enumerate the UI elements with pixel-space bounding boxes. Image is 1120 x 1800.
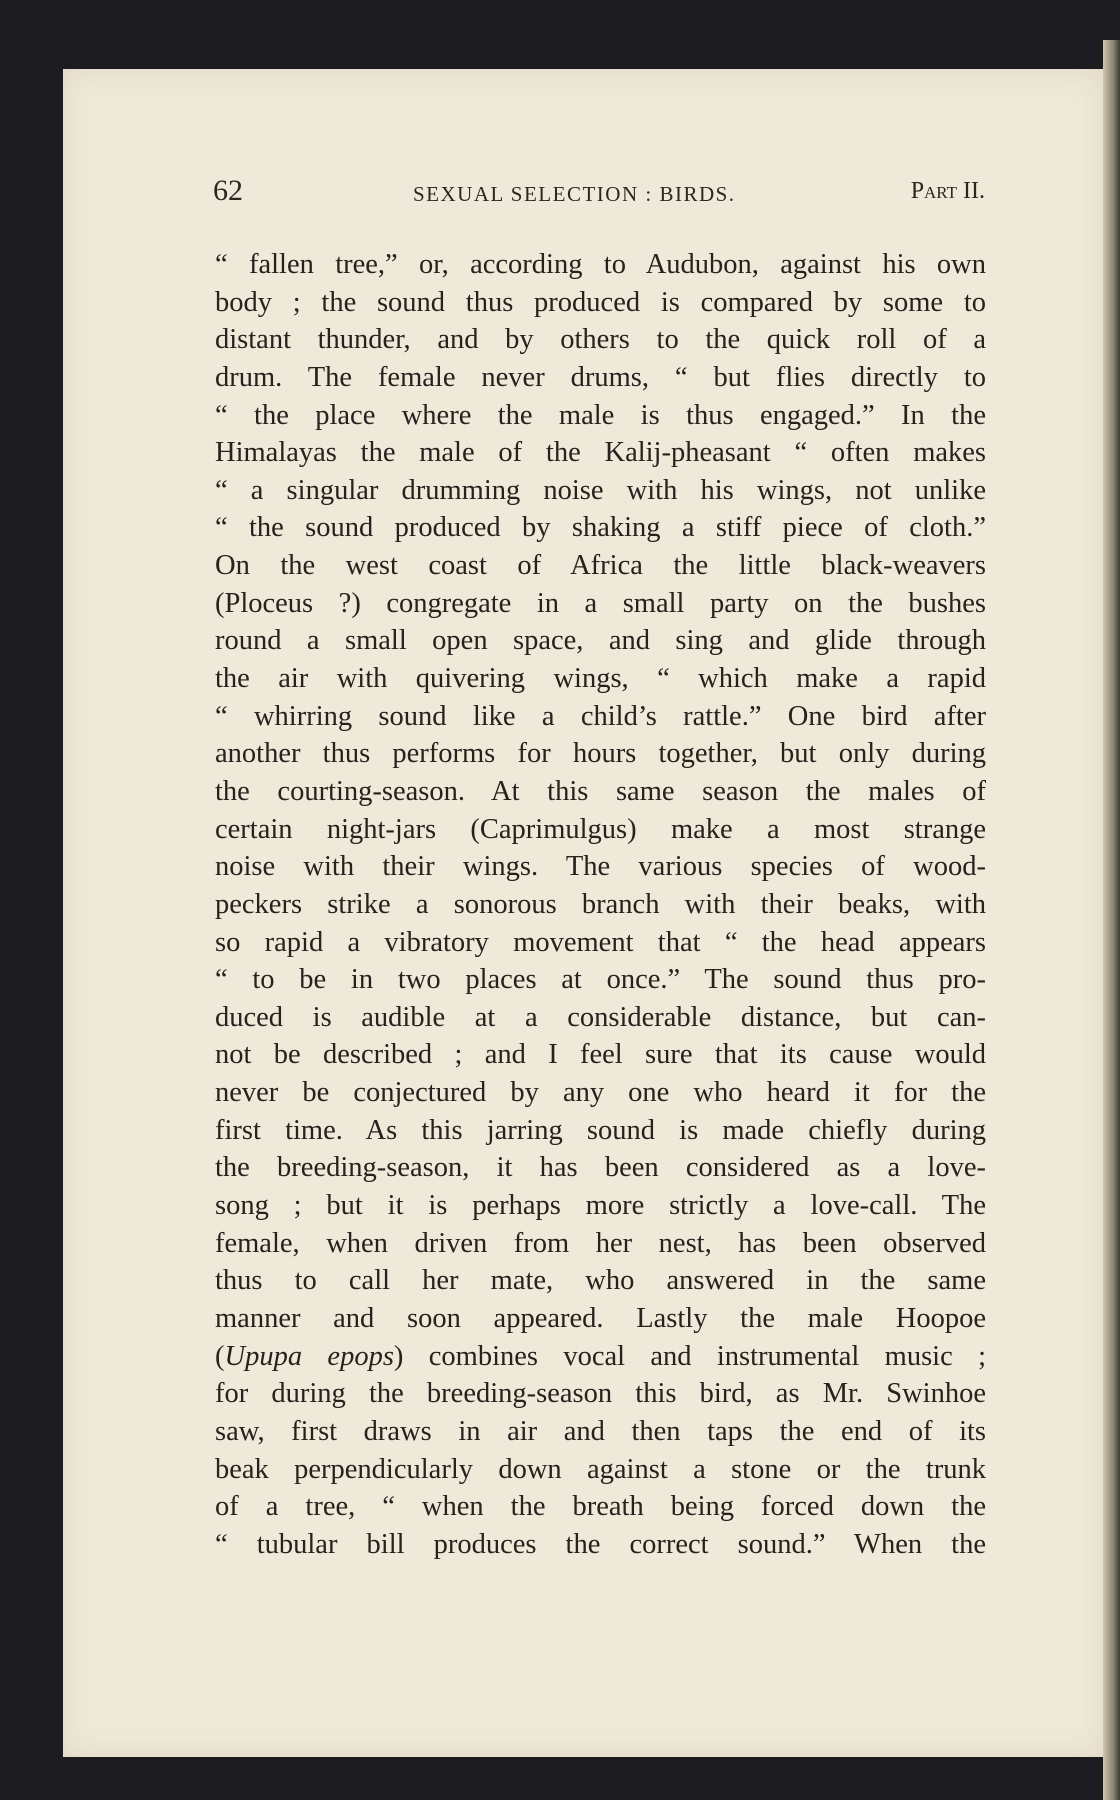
text-line-content: “ whirring sound like a child’s rattle.” One bird after [215,700,986,732]
text-line-content: of a tree, “ when the breath being forced down the [215,1491,986,1523]
text-line-content [215,1338,986,1376]
text-line [215,660,986,698]
text-line [215,321,986,359]
text-line [215,1300,986,1338]
text-line [215,547,986,585]
text-line-content: so rapid a vibratory movement that “ the head appears [215,926,986,958]
text-line [215,1074,986,1112]
text-line-content: (Ploceus ?) congregate in a small party on the bushes [215,587,986,619]
text-line [215,848,986,886]
text-line-content: “ tubular bill produces the correct sound.” When the [215,1528,986,1560]
text-line-content: female, when driven from her nest, has been observed [215,1227,986,1259]
text-line [215,509,986,547]
text-line [215,397,986,435]
text-line [215,961,986,999]
text-line-content: thus to call her mate, who answered in the same [215,1265,986,1297]
running-title: SEXUAL SELECTION : BIRDS. [413,182,736,206]
text-line-content: the breeding-season, it has been considered as a love- [215,1152,986,1184]
text-line [215,811,986,849]
text-line [215,1036,986,1074]
text-line [215,999,986,1037]
body-text [215,246,986,1563]
text-line-content: beak perpendicularly down against a stone or the trunk [215,1453,986,1485]
text-line [215,1187,986,1225]
text-line-content: another thus performs for hours together, but only during [215,738,986,770]
text-line [215,622,986,660]
text-fragment: ( [215,1340,225,1372]
text-line [215,1225,986,1263]
text-line-content: certain night-jars (Caprimulgus) make a most strange [215,813,986,845]
text-line-content: duced is audible at a considerable distance, but can- [215,1001,986,1033]
text-line [215,886,986,924]
text-line [215,1526,986,1564]
text-line-content: the air with quivering wings, “ which make a rapid [215,663,986,695]
part-label: Part II. [910,178,985,204]
text-line-content: saw, first draws in air and then taps the end of its [215,1415,986,1447]
text-line-content: for during the breeding-season this bird, as Mr. Swinhoe [215,1378,986,1410]
text-line [215,1338,986,1376]
text-line-content: distant thunder, and by others to the quick roll of a [215,324,986,356]
text-line [215,585,986,623]
text-line [215,1451,986,1489]
text-line-content: drum. The female never drums, “ but flies directly to [215,361,986,393]
text-line [215,434,986,472]
text-line [215,1262,986,1300]
page-stack-edge [1103,40,1120,1800]
text-line [215,359,986,397]
text-line-content: round a small open space, and sing and glide through [215,625,986,657]
text-line-content: the courting-season. At this same season the males of [215,775,986,807]
text-line [215,735,986,773]
text-line [215,246,986,284]
text-line-content: not be described ; and I feel sure that its cause would [215,1039,986,1071]
text-fragment: ) combines vocal and instrumental music ; [393,1340,986,1372]
text-line [215,773,986,811]
text-line-content: first time. As this jarring sound is made chiefly during [215,1114,986,1146]
text-line [215,472,986,510]
text-line-content: “ to be in two places at once.” The sound thus pro- [215,964,986,996]
text-line-content: noise with their wings. The various species of wood- [215,851,986,883]
text-line [215,284,986,322]
text-line-content: peckers strike a sonorous branch with their beaks, with [215,888,986,920]
text-line-content: “ fallen tree,” or, according to Audubon, against his own [215,249,986,280]
text-line-content: “ a singular drumming noise with his wings, not unlike [215,474,986,506]
text-line-content: “ the sound produced by shaking a stiff piece of cloth.” [215,512,986,544]
text-line [215,698,986,736]
text-line-content: Himalayas the male of the Kalij-pheasant “ often makes [215,437,986,469]
text-line [215,1375,986,1413]
text-line [215,1488,986,1526]
text-line-content: song ; but it is perhaps more strictly a love-call. The [215,1190,986,1222]
text-line-content: never be conjectured by any one who heard it for the [215,1077,986,1109]
text-line [215,1413,986,1451]
text-line-content: On the west coast of Africa the little black-weavers [215,550,986,582]
text-line-content: “ the place where the male is thus engaged.” In the [215,399,986,431]
text-line-content: manner and soon appeared. Lastly the male Hoopoe [215,1302,986,1334]
text-line [215,1112,986,1150]
page-number: 62 [213,174,243,207]
species-name: Upupa epops [224,1340,394,1372]
text-line-content: body ; the sound thus produced is compared by some to [215,286,986,318]
text-line [215,924,986,962]
text-line [215,1149,986,1187]
